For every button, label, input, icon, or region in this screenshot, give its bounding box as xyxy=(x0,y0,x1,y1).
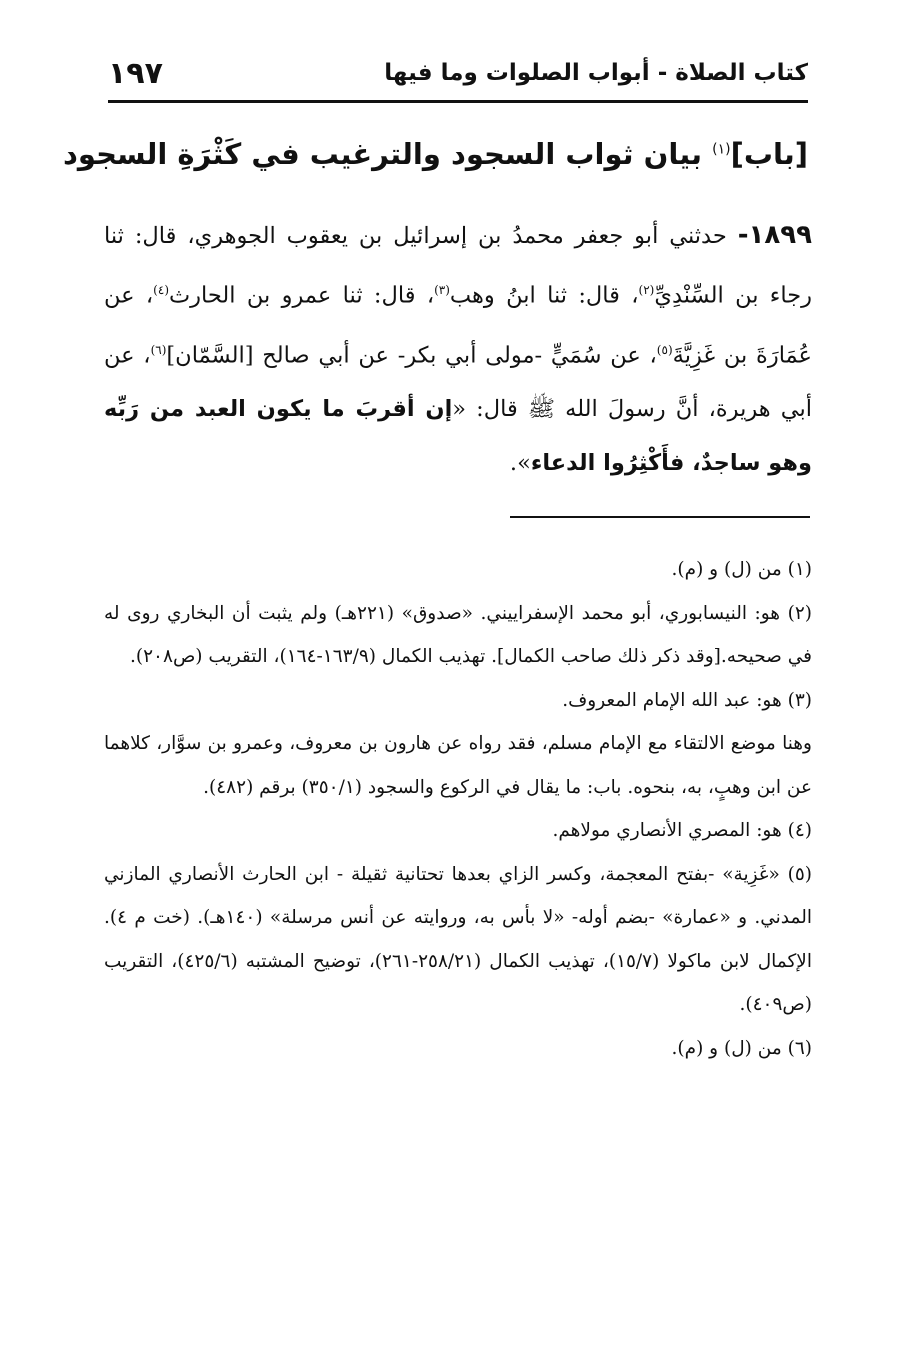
footnote-ref: (٣) xyxy=(434,283,450,297)
running-title: كتاب الصلاة - أبواب الصلوات وما فيها xyxy=(384,60,808,86)
footnote-ref: (٥) xyxy=(656,342,673,357)
running-header xyxy=(108,58,808,100)
footnote: (٢) هو: النيسابوري، أبو محمد الإسفراييني. «صدوق» (٢٢١هـ) ولم يثبت أن البخاري روى له في صحيحه.[وقد ذكر ذلك صاحب الكمال]. تهذيب الكمال (١٦٣/٩-١٦٤)، التقريب (ص٢٠٨). xyxy=(104,602,812,667)
footnote-rule xyxy=(510,516,810,518)
footnote: وهنا موضع الالتقاء مع الإمام مسلم، فقد رواه عن هارون بن معروف، وعمرو بن سوَّار، كلاهما عن ابن وهبٍ، به، بنحوه. باب: ما يقال في الركوع والسجود (٣٥٠/١) برقم (٤٨٢). xyxy=(104,733,812,798)
footnote-ref: (١) xyxy=(712,141,731,158)
footnotes xyxy=(104,548,812,1070)
chapter-title-text: بيان ثواب السجود والترغيب في كَثْرَةِ السجود xyxy=(63,137,702,171)
footnote: (١) من (ل) و (م). xyxy=(671,559,812,580)
page-number: ١٩٧ xyxy=(108,56,163,91)
footnote-ref: (٦) xyxy=(150,342,167,357)
prophetic-saying: إن أقربَ ما يكون العبد من رَبِّه وهو ساجدٌ، فأَكْثِرُوا الدعاء xyxy=(104,396,812,476)
hadith-segment: ، قال: ثنا ابنُ وهب xyxy=(449,282,639,309)
footnote: (٦) من (ل) و (م). xyxy=(671,1037,812,1059)
chapter-title xyxy=(63,137,808,171)
footnote: (٣) هو: عبد الله الإمام المعروف. xyxy=(562,689,812,711)
footnote: (٤) هو: المصري الأنصاري مولاهم. xyxy=(552,820,812,841)
hadith-segment: ، عن سُمَيٍّ -مولى أبي بكر- عن أبي صالح [السَّمّان] xyxy=(166,342,657,368)
hadith-segment: ». xyxy=(509,450,531,476)
hadith-number: ١٨٩٩- xyxy=(737,220,812,250)
hadith-segment: ، عن عُمَارَةَ بن غَزِيَّةَ xyxy=(104,282,812,368)
footnote: (٥) «غَزِية» -بفتح المعجمة، وكسر الزاي بعدها تحتانية ثقيلة - ابن الحارث الأنصاري المازني المدني. و «عمارة» -بضم أوله- «لا بأس به، وروايته عن أنس مرسلة» (١٤٠هـ). (خت م ٤). الإكمال لابن ماكولا (١٥/٧)، تهذيب الكمال (٢٥٨/٢١-٢٦١)، توضيح المشتبه (٤٢٥/٦)، التقريب (ص٤٠٩). xyxy=(104,863,812,1015)
hadith-segment: ، عن أبي هريرة، أنَّ رسولَ الله ﷺ قال: « xyxy=(104,342,813,422)
hadith-segment: ، قال: ثنا عمرو بن الحارث xyxy=(169,282,435,309)
chapter-prefix: [باب] xyxy=(730,137,808,171)
footnote-ref: (٤) xyxy=(153,283,169,297)
footnote-ref: (٢) xyxy=(638,283,655,297)
hadith-segment: حدثني أبو جعفر محمدُ بن إسرائيل بن يعقوب الجوهري، قال: ثنا رجاء بن السِّنْدِيِّ xyxy=(104,223,813,309)
hadith-text xyxy=(104,208,812,490)
header-rule xyxy=(108,100,808,103)
